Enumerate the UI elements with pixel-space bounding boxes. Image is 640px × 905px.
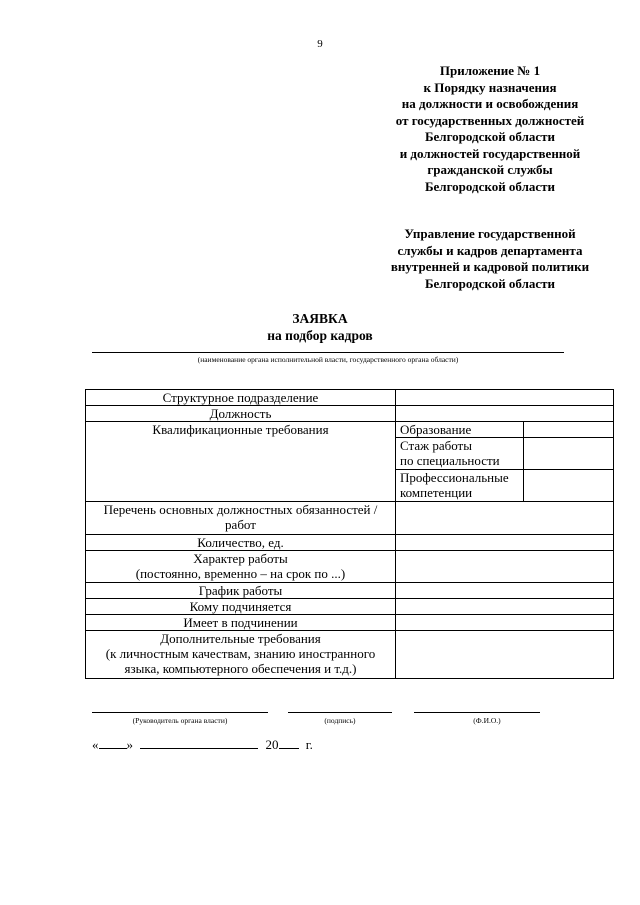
duties-label — [86, 502, 396, 535]
year-suffix: г. — [305, 737, 313, 752]
quantity-value[interactable] — [396, 535, 614, 551]
signature-line[interactable] — [288, 712, 392, 713]
appendix-line: Белгородской области — [424, 129, 556, 144]
appendix-line: Белгородской области — [424, 178, 556, 194]
schedule-label: График работы — [86, 583, 396, 599]
subordinates-value[interactable] — [396, 615, 614, 631]
work-nature-label-line-2: (постоянно, временно – на срок по ...) — [135, 566, 346, 581]
title-subtitle: на подбор кадров — [267, 328, 373, 343]
appendix-line: от государственных должностей — [395, 112, 585, 128]
competence-value[interactable] — [524, 470, 614, 502]
addressee-block — [370, 226, 610, 292]
position-value[interactable] — [396, 406, 614, 422]
reports-to-label: Кому подчиняется — [86, 599, 396, 615]
organization-name-line[interactable] — [92, 352, 564, 353]
experience-label-line-1: Стаж работы — [400, 438, 472, 453]
schedule-value[interactable] — [396, 583, 614, 599]
month-blank[interactable] — [140, 748, 258, 749]
quantity-label: Количество, ед. — [86, 535, 396, 551]
work-nature-label — [86, 551, 396, 583]
page-number: 9 — [317, 38, 323, 50]
addressee-line: Управление государственной — [404, 226, 576, 241]
addressee-line: службы и кадров департамента — [397, 242, 583, 258]
work-nature-label-line-1: Характер работы — [193, 551, 288, 566]
additional-label-line-3: языка, компьютерного обеспечения и т.д.) — [124, 661, 357, 676]
appendix-line: и должностей государственной — [399, 145, 581, 161]
work-nature-value[interactable] — [396, 551, 614, 583]
competence-label-line-1: Профессиональные — [400, 470, 509, 485]
title-main: ЗАЯВКА — [292, 311, 348, 326]
additional-requirements-value[interactable] — [396, 631, 614, 679]
structural-unit-label: Структурное подразделение — [86, 390, 396, 406]
duties-value[interactable] — [396, 502, 614, 535]
day-blank[interactable] — [99, 748, 127, 749]
experience-value[interactable] — [524, 438, 614, 470]
education-label: Образование — [396, 422, 524, 438]
reports-to-value[interactable] — [396, 599, 614, 615]
additional-label-line-2: (к личностным качествам, знанию иностранного — [105, 646, 376, 661]
year-prefix: 20 — [265, 737, 279, 752]
subordinates-label: Имеет в подчинении — [86, 615, 396, 631]
experience-label-line-2: по специальности — [400, 453, 500, 468]
qualification-label: Квалификационные требования — [86, 422, 396, 502]
duties-label-line-1: Перечень основных должностных обязанностей / — [103, 502, 378, 517]
addressee-line: Белгородской области — [424, 275, 556, 291]
request-form-table — [85, 389, 614, 679]
organization-name-caption: (наименование органа исполнительной власти, государственного органа области) — [197, 355, 459, 364]
structural-unit-value[interactable] — [396, 390, 614, 406]
appendix-line: Приложение № 1 — [439, 63, 541, 78]
date-open-quote: « — [92, 737, 99, 752]
full-name-line[interactable] — [414, 712, 540, 713]
signature-caption: (подпись) — [324, 716, 356, 725]
document-title — [0, 310, 640, 344]
year-blank[interactable] — [279, 748, 299, 749]
date-close-quote: » — [126, 737, 133, 752]
appendix-line: на должности и освобождения — [401, 96, 579, 111]
education-value[interactable] — [524, 422, 614, 438]
date-row — [92, 737, 313, 753]
competence-label-line-2: компетенции — [400, 485, 473, 500]
additional-requirements-label — [86, 631, 396, 679]
appendix-heading — [370, 63, 610, 195]
position-label: Должность — [86, 406, 396, 422]
head-of-authority-line[interactable] — [92, 712, 268, 713]
addressee-line: внутренней и кадровой политики — [390, 259, 590, 274]
head-of-authority-caption: (Руководитель органа власти) — [132, 716, 228, 725]
full-name-caption: (Ф.И.О.) — [473, 716, 501, 725]
additional-label-line-1: Дополнительные требования — [160, 631, 321, 646]
experience-label — [396, 438, 524, 470]
appendix-line: гражданской службы — [427, 162, 553, 177]
competence-label — [396, 470, 524, 502]
appendix-line: к Порядку назначения — [423, 79, 557, 95]
duties-label-line-2: работ — [225, 517, 256, 532]
